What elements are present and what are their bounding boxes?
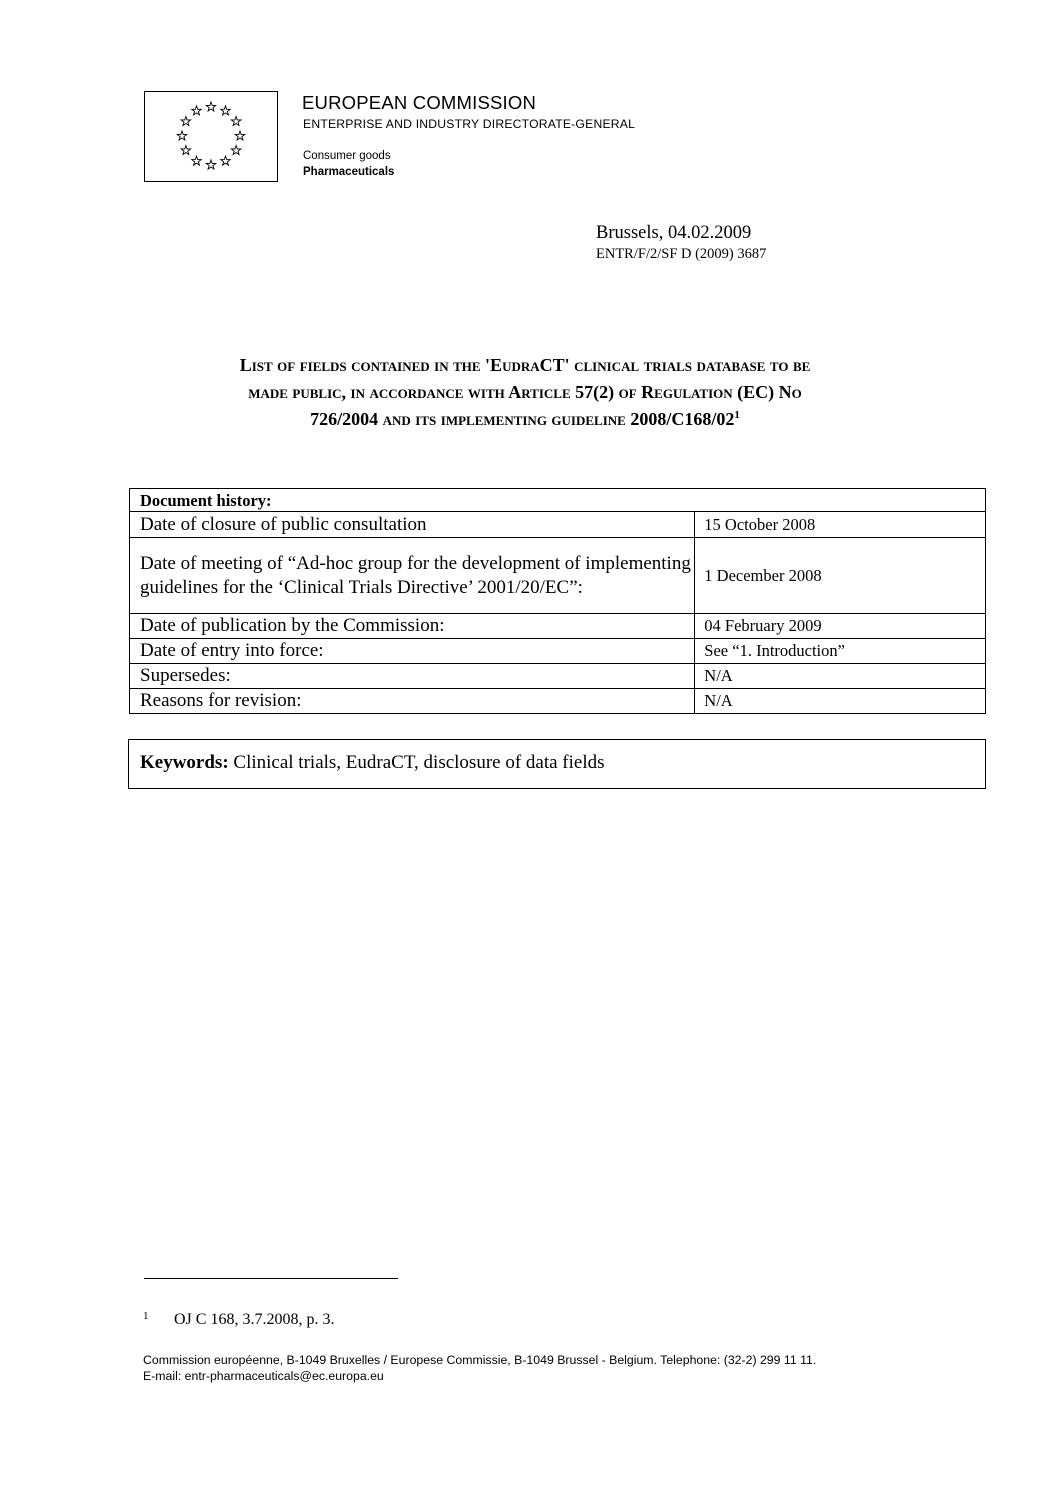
document-history-table [129,488,986,714]
title-line-3-text: 726/2004 and its implementing guideline 2008/C168/02 [310,409,735,429]
organisation-name: EUROPEAN COMMISSION [302,92,537,113]
title-line-3 [100,406,950,433]
star-icon [221,156,231,165]
row-label: Date of closure of public consultation [130,512,695,538]
row-label: Supersedes: [130,664,695,689]
keywords-label: Keywords: [140,752,229,773]
table-row [130,664,986,689]
row-value: 04 February 2009 [695,614,986,639]
row-value: 1 December 2008 [695,538,986,614]
title-footnote-mark: 1 [734,409,740,421]
row-value: See “1. Introduction” [695,639,986,664]
star-icon [231,146,241,155]
place-date: Brussels, 04.02.2009 [596,223,752,243]
star-icon [177,131,187,140]
footnote-number: 1 [143,1310,149,1322]
title-line-1: List of fields contained in the 'EudraCT' clinical trials database to be [239,355,811,375]
eu-stars-logo-icon [171,98,251,178]
keywords-box [128,739,986,789]
row-label: Date of entry into force: [130,639,695,664]
star-icon [192,156,202,165]
title-line-2: made public, in accordance with Article 57(2) of Regulation (EC) No [248,382,802,402]
document-reference: ENTR/F/2/SF D (2009) 3687 [596,246,767,262]
footer-address: Commission européenne, B-1049 Bruxelles / Europese Commissie, B-1049 Brussel - Belgium. Telephone: (32-2) 299 11 11. [143,1353,817,1367]
star-icon [206,160,216,169]
star-icon [235,131,245,140]
keywords-value: Clinical trials, EudraCT, disclosure of data fields [233,752,605,773]
star-icon [206,102,216,111]
star-icon [221,106,231,115]
row-label: Date of meeting of “Ad-hoc group for the development of implementing guidelines for the ‘Clinical Trials Directive’ 2001/20/EC”: [130,538,695,614]
star-icon [231,117,241,126]
row-value: N/A [695,689,986,714]
row-value: N/A [695,664,986,689]
row-value: 15 October 2008 [695,512,986,538]
star-icon [192,106,202,115]
directorate-name: ENTERPRISE AND INDUSTRY DIRECTORATE-GENERAL [303,117,636,131]
table-row [130,538,986,614]
footnote-text: OJ C 168, 3.7.2008, p. 3. [174,1311,335,1328]
department-name: Consumer goods [303,150,391,162]
table-row [130,614,986,639]
footer-email: E-mail: entr-pharmaceuticals@ec.europa.eu [143,1369,384,1383]
table-row [130,639,986,664]
row-label: Date of publication by the Commission: [130,614,695,639]
row-label: Reasons for revision: [130,689,695,714]
eu-logo [144,91,278,182]
footnote-divider [144,1278,398,1279]
star-icon [181,146,191,155]
document-history-heading: Document history: [130,489,986,512]
table-row [130,512,986,538]
table-row [130,689,986,714]
star-icon [181,117,191,126]
unit-name: Pharmaceuticals [303,166,395,178]
